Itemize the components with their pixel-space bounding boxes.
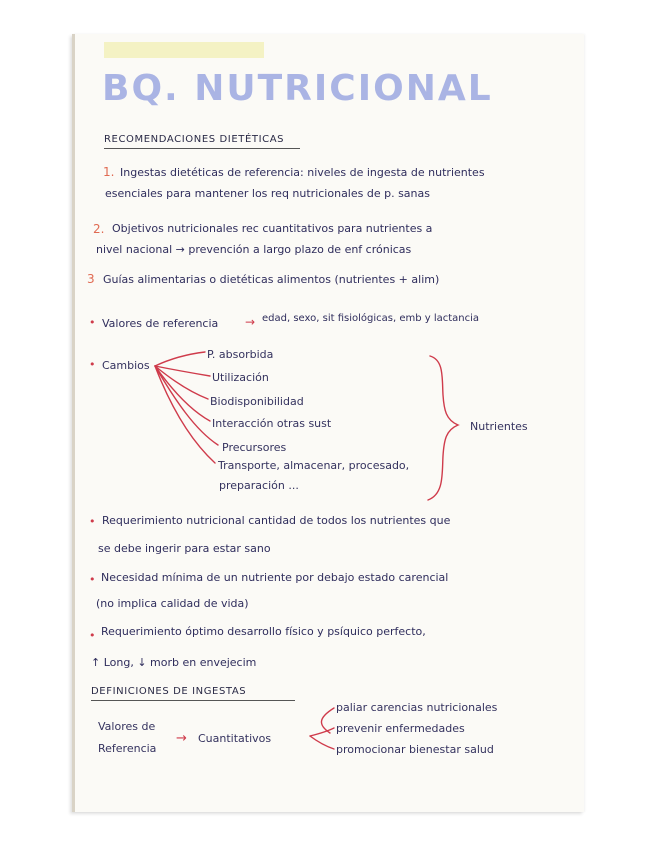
cambios-item-3: Biodisponibilidad <box>210 395 304 408</box>
def-left-line-1: Valores de <box>98 720 156 733</box>
brace-label-nutrientes: Nutrientes <box>470 420 528 433</box>
def-arrow: → <box>176 731 187 746</box>
def-fan-line <box>310 736 334 749</box>
necesidad-line-2: (no implica calidad de vida) <box>96 597 249 610</box>
cambios-item-4: Interacción otras sust <box>212 417 332 430</box>
item-number-1: 1. <box>103 165 115 179</box>
valores-arrow: → <box>245 315 256 329</box>
cambios-item-2: Utilización <box>212 371 269 384</box>
optimo-line-2: ↑ Long, ↓ morb en envejecim <box>91 656 257 669</box>
bullet-optimo: • <box>89 629 96 642</box>
cambios-fan-line <box>155 352 205 366</box>
section-heading-definiciones: DEFINICIONES DE INGESTAS <box>91 686 247 697</box>
def-item-3: promocionar bienestar salud <box>336 743 494 756</box>
def-fan-line <box>310 728 334 736</box>
brace-symbol <box>428 356 458 500</box>
cambios-fan-line <box>155 366 210 376</box>
page-title: BQ. NUTRICIONAL <box>102 68 493 109</box>
optimo-line-1: Requerimiento óptimo desarrollo físico y psíquico perfecto, <box>101 625 426 638</box>
necesidad-line-1: Necesidad mínima de un nutriente por debajo estado carencial <box>101 571 449 584</box>
item-1-line-2: esenciales para mantener los req nutricionales de p. sanas <box>105 187 430 200</box>
item-number-3: 3 <box>87 272 95 286</box>
cambios-label: Cambios <box>102 359 150 372</box>
item-1-line-1: Ingestas dietéticas de referencia: niveles de ingesta de nutrientes <box>120 166 485 179</box>
valores-details: edad, sexo, sit fisiológicas, emb y lactancia <box>262 313 480 324</box>
requerimiento-line-1: Requerimiento nutricional cantidad de todos los nutrientes que <box>102 514 451 527</box>
valores-label: Valores de referencia <box>102 317 219 330</box>
bullet-valores: • <box>89 316 96 329</box>
cambios-item-7: preparación ... <box>219 479 299 492</box>
bullet-cambios: • <box>89 358 96 371</box>
section-heading-recomendaciones: RECOMENDACIONES DIETÉTICAS <box>104 134 285 145</box>
cambios-item-5: Precursores <box>222 441 287 454</box>
item-number-2: 2. <box>93 222 105 236</box>
cambios-item-1: P. absorbida <box>207 348 274 361</box>
item-2-line-2: nivel nacional → prevención a largo plazo de enf crónicas <box>96 243 412 256</box>
def-left-line-2: Referencia <box>98 742 157 755</box>
requerimiento-line-2: se debe ingerir para estar sano <box>98 542 271 555</box>
item-3-line-1: Guías alimentarias o dietéticas alimentos (nutrientes + alim) <box>103 273 440 286</box>
bullet-requerimiento: • <box>89 515 96 528</box>
def-item-2: prevenir enfermedades <box>336 722 465 735</box>
def-item-1: paliar carencias nutricionales <box>336 701 498 714</box>
cambios-item-6: Transporte, almacenar, procesado, <box>218 459 410 472</box>
def-middle: Cuantitativos <box>198 732 272 745</box>
bullet-necesidad: • <box>89 573 96 586</box>
item-2-line-1: Objetivos nutricionales rec cuantitativos para nutrientes a <box>112 222 433 235</box>
